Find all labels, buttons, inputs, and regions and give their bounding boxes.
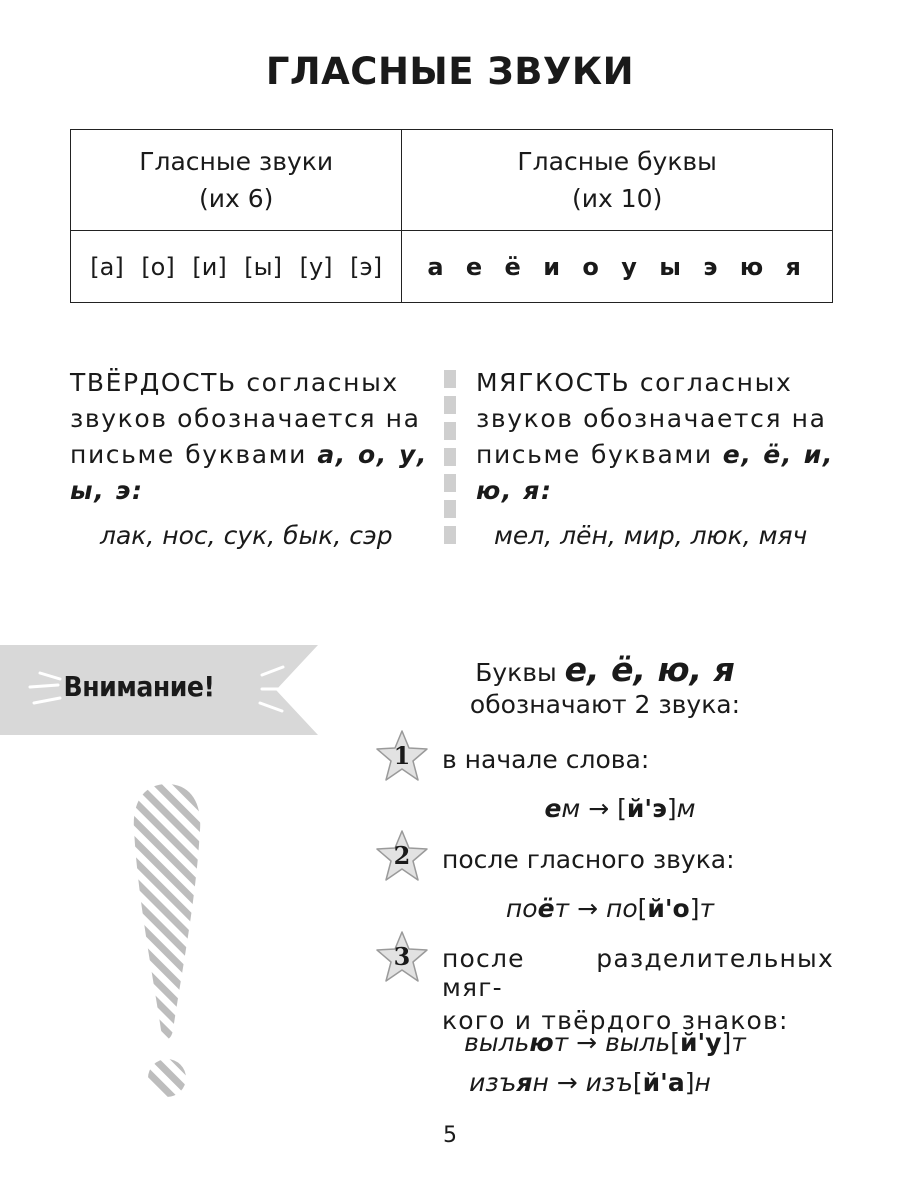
table-header-row [71,130,833,231]
softness-letters-2: ю, я: [476,476,553,505]
transcription-rest: н [694,1068,711,1097]
hardness-line-1: ТВЁРДОСТЬ согласных [70,368,399,397]
table-header-sounds [71,130,402,231]
vowels-table [70,129,833,303]
rule-3-line-1: после разделительных мяг- [442,944,834,1002]
header-letters-label: Гласные буквы [517,147,717,176]
rule-3-example-1 [410,1028,800,1057]
rule-1-text: в начале слова: [442,745,650,774]
example-word-letter: ю [529,1028,554,1057]
softness-examples: мел, лён, мир, люк, мяч [494,521,808,550]
hardness-letters-2: ы, э: [70,476,144,505]
example-word-letter: ё [537,894,555,923]
hardness-line-3-text: письме буквами [70,440,318,469]
softness-line-1: МЯГКОСТЬ согласных [476,368,793,397]
vowel-sounds: [а] [о] [и] [ы] [у] [э] [90,252,383,281]
example-word-rest: выль [464,1028,530,1057]
hardness-line-3 [70,437,428,473]
hardness-line-2: звуков обозначается на [70,404,421,433]
exclamation-icon [128,780,206,1100]
example-word-rest: м [561,794,581,823]
transcription-bracket: ] [684,1068,695,1097]
transcription-bracket: ] [689,894,700,923]
transcription-sounds: й'у [680,1028,722,1057]
vowel-letters-cell [402,231,833,303]
vowel-sounds-cell [71,231,402,303]
attention-intro [430,650,780,689]
softness-rule [476,365,834,509]
vowel-letters: а е ё и о у ы э ю я [427,252,807,281]
rule-number: 3 [393,942,411,971]
softness-line-3-text: письме буквами [476,440,723,469]
arrow-icon: → [576,1028,598,1057]
header-sounds-label: Гласные звуки [139,147,334,176]
transcription-bracket: ] [666,794,677,823]
example-word-rest: изъ [469,1068,517,1097]
hardness-examples: лак, нос, сук, бык, сэр [100,521,393,550]
transcription-rest: изъ [585,1068,633,1097]
header-sounds-count: (их 6) [198,184,274,213]
separator-dash [444,370,456,388]
transcription-rest: выль [605,1028,671,1057]
attention-label: Внимание! [63,670,215,703]
separator-dash [444,422,456,440]
table-header-letters [402,130,833,231]
transcription-rest: по [605,894,638,923]
arrow-icon: → [577,894,599,923]
rule-number: 1 [393,741,411,770]
transcription-bracket: [ [617,794,627,823]
hardness-rule [70,365,428,509]
transcription-rest: м [676,794,696,823]
intro-text: Буквы [475,658,565,687]
table-body-row [71,231,833,303]
rule-2-text: после гласного звука: [442,845,735,874]
rule-3-text [442,944,834,1035]
example-word-rest: н [532,1068,549,1097]
page-number: 5 [443,1123,457,1148]
transcription-sounds: й'о [647,894,690,923]
separator-dash [444,474,456,492]
arrow-icon: → [556,1068,578,1097]
softness-line-2: звуков обозначается на [476,404,827,433]
example-word-rest: т [554,894,570,923]
separator-dash [444,396,456,414]
attention-intro-line2: обозначают 2 звука: [469,690,741,719]
transcription-rest: т [699,894,715,923]
transcription-sounds: й'а [642,1068,685,1097]
transcription-bracket: [ [632,1068,643,1097]
example-word-rest: т [553,1028,569,1057]
rule-1-example [430,794,810,823]
separator-dash [444,526,456,544]
transcription-bracket: [ [670,1028,681,1057]
intro-letters: е, ё, ю, я [564,650,735,689]
hardness-letters-1: а, о, у, [317,440,428,469]
transcription-rest: т [731,1028,746,1057]
rule-3-line-2: кого и твёрдого знаков: [442,1006,789,1035]
transcription-sounds: й'э [626,794,667,823]
example-word-letter: я [516,1068,533,1097]
softness-letters-1: е, ё, и, [722,440,834,469]
rule-2-example [420,894,800,923]
separator-dash [444,500,456,518]
header-letters-count: (их 10) [572,184,663,213]
softness-line-3 [476,437,834,473]
rule-number: 2 [393,841,411,870]
transcription-bracket: [ [637,894,648,923]
example-word-rest: по [505,894,538,923]
page-title: ГЛАСНЫЕ ЗВУКИ [265,50,635,93]
rule-3-example-2 [395,1068,785,1097]
arrow-icon: → [588,794,610,823]
transcription-bracket: ] [721,1028,732,1057]
example-word-letter: е [544,794,562,823]
separator-dash [444,448,456,466]
